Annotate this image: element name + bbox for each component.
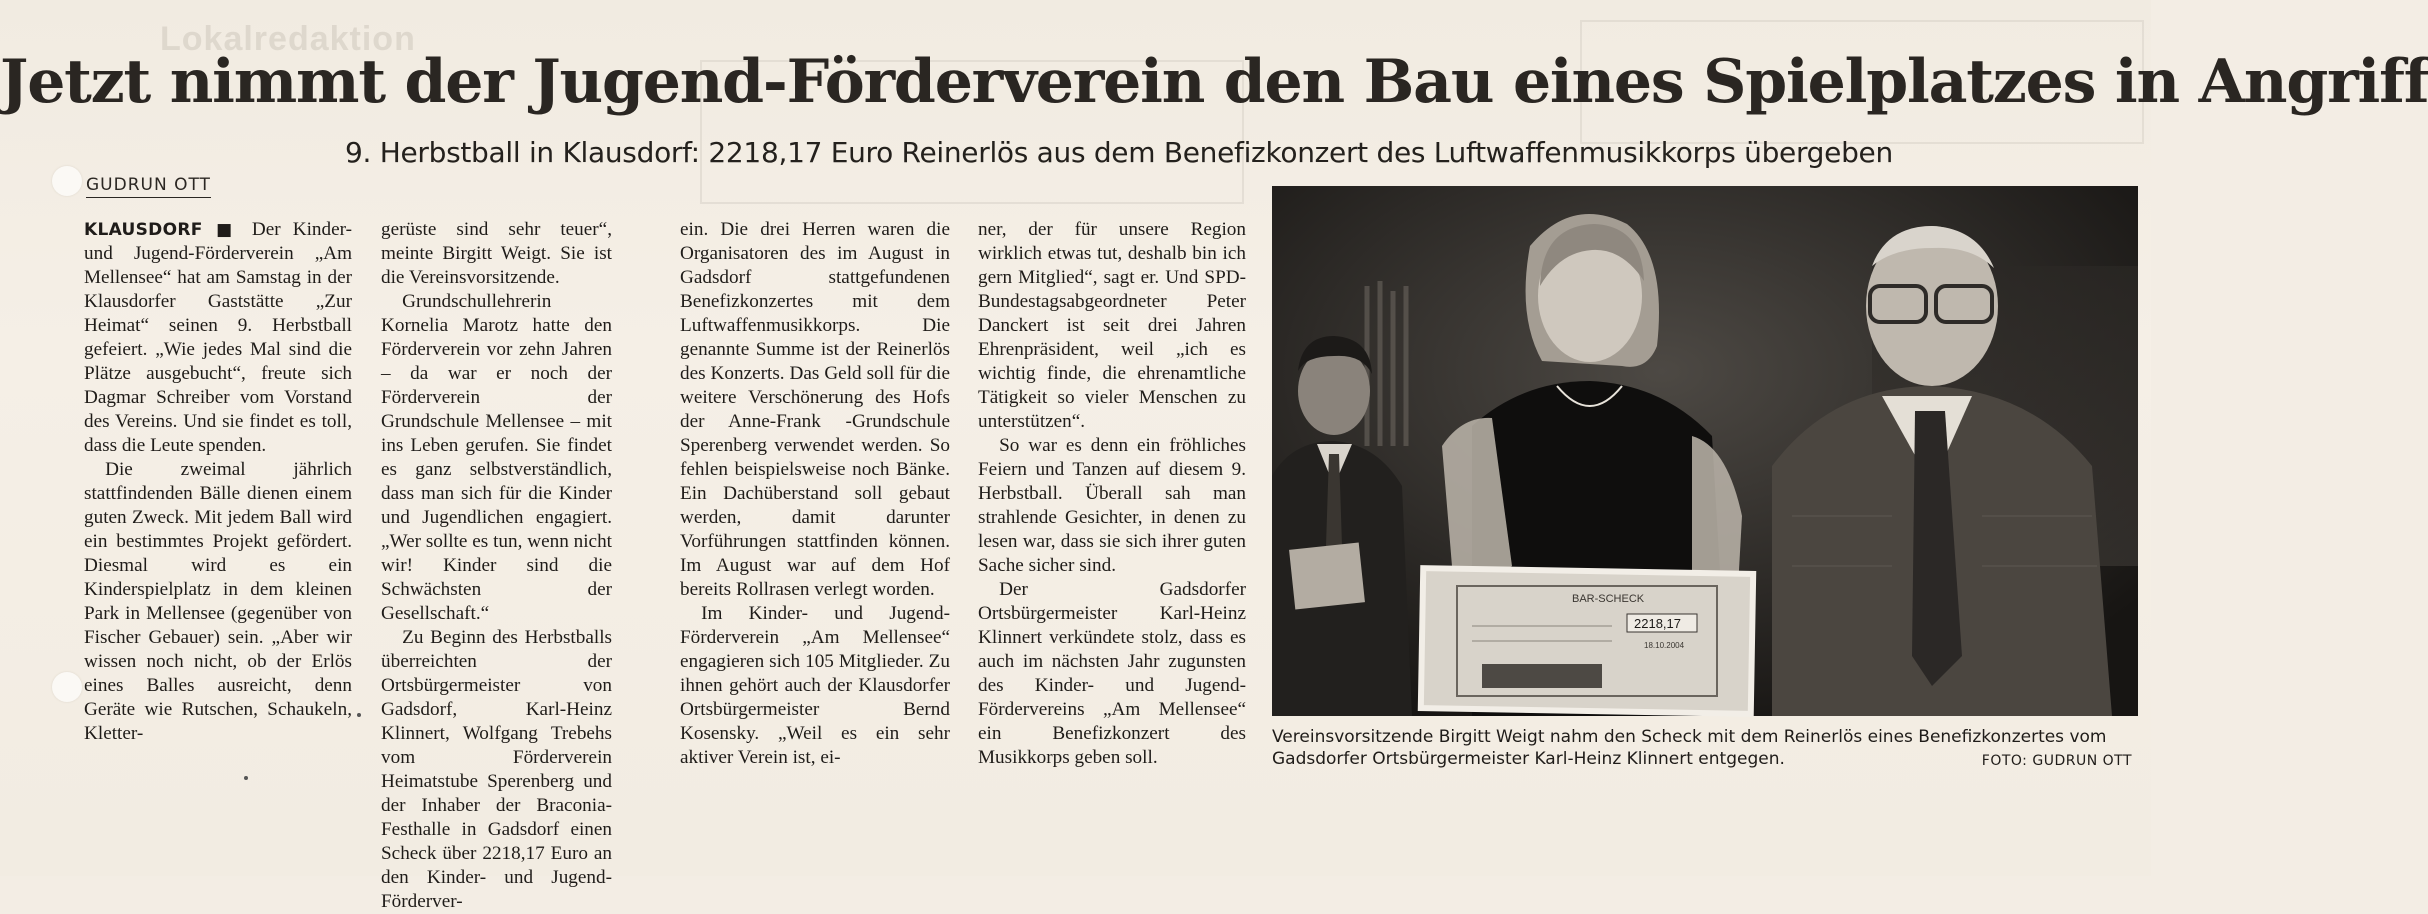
author-byline: GUDRUN OTT <box>86 175 211 198</box>
paragraph: Im Kinder- und Jugend-Förderverein „Am Mellensee“ engagieren sich 105 Mitglieder. Zu ihnen gehört auch der Klausdorfer Ortsbürgermeister Bernd Kosensky. „Weil es ein sehr aktiver Verein ist, ei- <box>680 603 950 768</box>
paragraph: Grundschullehrerin Kornelia Marotz hatte den Förderverein vor zehn Jahren – da war er noch der Förderverein der Grundschule Mellensee – mit ins Leben gerufen. Sie findet es ganz selbstverständlich, dass man sich für die Kinder und Jugendlichen engagiert. „Wer sollte es tun, wenn nicht wir! Kinder sind die Schwächsten der Gesellschaft.“ <box>381 291 612 624</box>
article-column-3 <box>680 218 950 770</box>
photo-caption <box>1272 726 2138 770</box>
photo-credit: FOTO: GUDRUN OTT <box>1981 753 2132 769</box>
article-subheadline: 9. Herbstball in Klausdorf: 2218,17 Euro Reinerlös aus dem Benefizkonzert des Luftwaffenmusikkorps übergeben <box>345 136 1893 169</box>
article-column-4 <box>978 218 1246 770</box>
paragraph: Die zweimal jährlich stattfindenden Bälle dienen einem guten Zweck. Mit jedem Ball wird ein bestimmtes Projekt gefördert. Diesmal wird es ein Kinderspielplatz in dem kleinen Park in Mellensee (gegenüber von Fischer Gebauer) sein. „Aber wir wissen noch nicht, ob der Erlös eines Balles ausreicht, denn Geräte wie Rutschen, Schaukeln, Kletter- <box>84 459 352 744</box>
paragraph: ein. Die drei Herren waren die Organisatoren des im August in Gadsdorf stattgefundenen Benefizkonzertes mit dem Luftwaffenmusikkorps. Die genannte Summe ist der Reinerlös des Konzerts. Das Geld soll für die weitere Verschönerung des Hofs der Anne-Frank -Grundschule Sperenberg verwendet werden. So fehlen beispielsweise noch Bänke. Ein Dachüberstand soll gebaut werden, damit darunter Vorführungen stattfinden können. Im August war auf dem Hof bereits Rollrasen verlegt worden. <box>680 219 950 600</box>
check-label: BAR-SCHECK <box>1572 593 1645 605</box>
dateline: KLAUSDORF ■ <box>84 220 240 240</box>
paragraph: ner, der für unsere Region wirklich etwas tut, deshalb bin ich gern Mitglied“, sagt er. Und SPD-Bundestagsabgeordneter Peter Danckert ist seit drei Jahren Ehrenpräsident, weil „ich es wichtig finde, die ehrenamtliche Tätigkeit so vieler Menschen zu unterstützen“. <box>978 219 1246 432</box>
check-date: 18.10.2004 <box>1644 641 1685 650</box>
article-column-1 <box>84 218 352 746</box>
paragraph: gerüste sind sehr teuer“, meinte Birgitt Weigt. Sie ist die Vereinsvorsitzende. <box>381 219 612 288</box>
print-speck <box>357 713 361 717</box>
print-speck <box>244 776 248 780</box>
paragraph: So war es denn ein fröhliches Feiern und Tanzen auf diesem 9. Herbstball. Überall sah man strahlende Gesichter, in denen zu lesen war, dass sie sich ihrer guten Sache sicher sind. <box>978 435 1246 576</box>
donation-check <box>1421 568 1753 714</box>
paragraph <box>84 218 352 458</box>
caption-text: Vereinsvorsitzende Birgitt Weigt nahm den Scheck mit dem Reinerlös eines Benefizkonzertes vom Gadsdorfer Ortsbürgermeister Karl-Heinz Klinnert entgegen. <box>1272 727 2107 769</box>
photo-illustration <box>1272 186 2138 716</box>
paragraph: Zu Beginn des Herbstballs überreichten der Ortsbürgermeister von Gadsdorf, Karl-Heinz Klinnert, Wolfgang Trebehs vom Förderverein Heimatstube Sperenberg und der Inhaber der Braconia-Festhalle in Gadsdorf einen Scheck über 2218,17 Euro an den Kinder- und Jugend-Förderver- <box>381 627 612 912</box>
article-photo <box>1272 186 2138 716</box>
paragraph-text: Der Kinder- und Jugend-Förderverein „Am Mellensee“ hat am Samstag in der Klausdorfer Gaststätte „Zur Heimat“ seinen 9. Herbstball gefeiert. „Wie jedes Mal sind die Plätze ausgebucht“, freute sich Dagmar Schreiber vom Vorstand des Vereins. Und sie findet es toll, dass die Leute spenden. <box>84 219 352 456</box>
punch-hole <box>52 672 82 702</box>
punch-hole <box>52 166 82 196</box>
check-amount: 2218,17 <box>1634 616 1681 631</box>
bleed-through-text: Lokalredaktion <box>160 20 416 58</box>
paragraph: Der Gadsdorfer Ortsbürgermeister Karl-Heinz Klinnert verkündete stolz, dass es auch im nächsten Jahr zugunsten des Kinder- und Jugend-Fördervereins „Am Mellensee“ ein Benefizkonzert des Musikkorps geben soll. <box>978 579 1246 768</box>
article-column-2 <box>381 218 612 914</box>
article-headline: Jetzt nimmt der Jugend-Förderverein den Bau eines Spielplatzes in Angriff <box>0 47 2428 117</box>
